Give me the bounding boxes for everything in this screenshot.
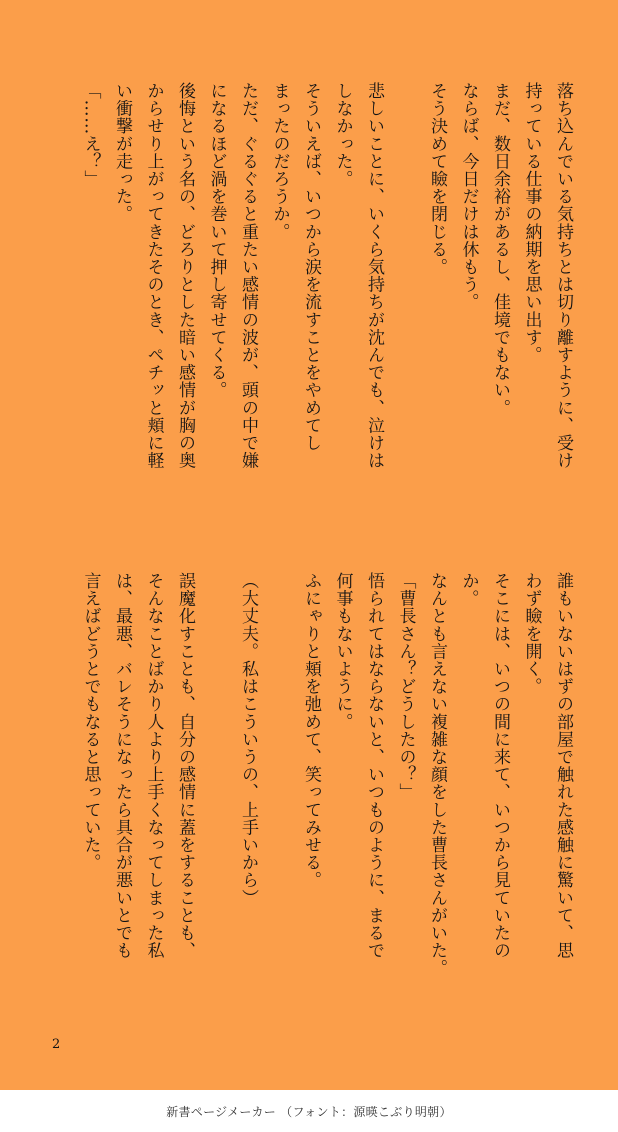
text-line: まったのだろうか。	[269, 82, 290, 241]
dialogue-line: 「曹長さん？どうしたの？」	[395, 572, 416, 801]
text-line: しなかった。	[332, 82, 353, 188]
text-line: ただ、ぐるぐると重たい感情の波が、頭の中で嫌	[238, 82, 258, 470]
thought-line: （大丈夫。私はこういうの、上手いから）	[238, 572, 258, 907]
text-line: そこには、いつの間に来て、いつから見ていたの	[490, 572, 510, 960]
text-line: 誰もいないはずの部屋で触れた感触に驚いて、思	[553, 572, 573, 960]
text-line: 後悔という名の、どろりとした暗い感情が胸の奥	[175, 82, 195, 470]
text-line: ふにゃりと頬を弛めて、笑ってみせる。	[301, 572, 321, 889]
footer	[0, 1090, 618, 1132]
footer-credit: 新書ページメーカー （フォント：源暎こぶり明朝）	[166, 1104, 452, 1119]
text-line: まだ、数日余裕があるし、佳境でもない。	[490, 82, 510, 417]
lower-text-block	[74, 572, 578, 1012]
text-line: い衝撃が走った。	[112, 82, 132, 223]
blank-line	[263, 572, 295, 1012]
text-line: そんなことばかり人より上手くなってしまった私	[143, 572, 164, 960]
text-line: なんとも言えない複雑な顔をした曹長さんがいた。	[427, 572, 447, 977]
text-line: からせり上がってきたそのとき、ペチッと頬に軽	[143, 82, 164, 470]
text-line: 持っている仕事の納期を思い出す。	[521, 82, 542, 364]
text-line: わず瞼を開く。	[521, 572, 542, 696]
page-number: 2	[52, 1037, 61, 1052]
text-line: 落ち込んでいる気持ちとは切り離すように、受け	[553, 82, 573, 470]
text-line: になるほど渦を巻いて押し寄せてくる。	[206, 82, 227, 399]
blank-line	[389, 82, 421, 522]
text-line: 悲しいことに、いくら気持ちが沈んでも、泣けは	[364, 82, 384, 470]
text-line: か。	[458, 572, 479, 608]
blank-line	[200, 572, 232, 1012]
text-line: 言えばどうとでもなると思っていた。	[80, 572, 101, 872]
text-line: そういえば、いつから涙を流すことをやめてし	[301, 82, 321, 452]
text-line: 誤魔化すことも、自分の感情に蓋をすることも、	[175, 572, 195, 960]
text-line: 悟られてはならないと、いつものように、まるで	[364, 572, 384, 960]
text-line: そう決めて瞼を閉じる。	[427, 82, 447, 276]
upper-text-block	[74, 82, 578, 522]
text-line: は、最悪、バレそうになったら具合が悪いとでも	[112, 572, 132, 960]
text-line: ならば、今日だけは休もう。	[458, 82, 479, 311]
dialogue-line: 「……え？」	[80, 82, 101, 188]
text-line: 何事もないように。	[332, 572, 353, 731]
